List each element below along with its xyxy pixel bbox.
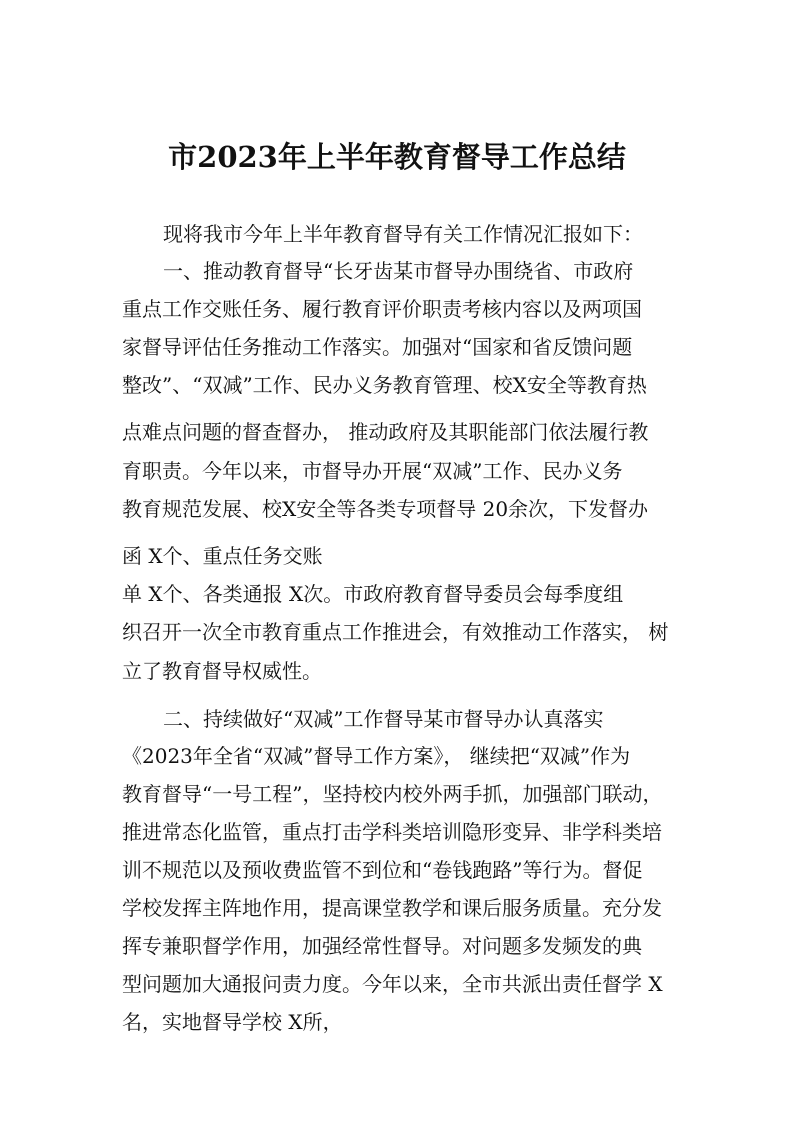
- text-line: 织召开一次全市教育重点工作推进会，有效推动工作落实， 树: [122, 620, 669, 644]
- text-line: 整改”、“双减”工作、民办义务教育管理、校X安全等教育热: [122, 373, 647, 397]
- text-line: 推进常态化监管，重点打击学科类培训隐形变异、非学科类培: [122, 820, 662, 844]
- text-line: 挥专兼职督学作用，加强经常性督导。对问题多发频发的典: [122, 934, 642, 958]
- text-line: 现将我市今年上半年教育督导有关工作情况汇报如下：: [163, 222, 643, 246]
- text-line: 教育督导“一号工程”，坚持校内校外两手抓，加强部门联动，: [122, 782, 663, 806]
- text-line: 点难点问题的督查督办， 推动政府及其职能部门依法履行教: [122, 420, 649, 444]
- text-line: 型问题加大通报问责力度。今年以来，全市共派出责任督学 X: [122, 972, 663, 996]
- text-line: 学校发挥主阵地作用，提高课堂教学和课后服务质量。充分发: [122, 896, 662, 920]
- text-line: 函 X个、重点任务交账: [122, 544, 323, 568]
- text-line: 立了教育督导权威性。: [122, 659, 322, 683]
- text-line: 家督导评估任务推动工作落实。加强对“国家和省反馈问题: [122, 335, 633, 359]
- text-line: 教育规范发展、校X安全等各类专项督导 20余次，下发督办: [122, 497, 649, 521]
- text-line: 单 X个、各类通报 X次。市政府教育督导委员会每季度组: [122, 582, 624, 606]
- text-line: 一、推动教育督导“长牙齿某市督导办围绕省、市政府: [163, 259, 634, 283]
- text-line: 二、持续做好“双减”工作督导某市督导办认真落实: [163, 707, 604, 731]
- text-line: 名，实地督导学校 X所，: [122, 1010, 343, 1034]
- text-line: 重点工作交账任务、履行教育评价职责考核内容以及两项国: [122, 297, 642, 321]
- text-line: 训不规范以及预收费监管不到位和“卷钱跑路”等行为。督促: [122, 858, 643, 882]
- document-title: 市2023年上半年教育督导工作总结: [168, 140, 626, 174]
- text-line: 育职责。今年以来，市督导办开展“双减”工作、民办义务: [122, 459, 623, 483]
- text-line: 《2023年全省“双减”督导工作方案》， 继续把“双减”作为: [122, 744, 631, 768]
